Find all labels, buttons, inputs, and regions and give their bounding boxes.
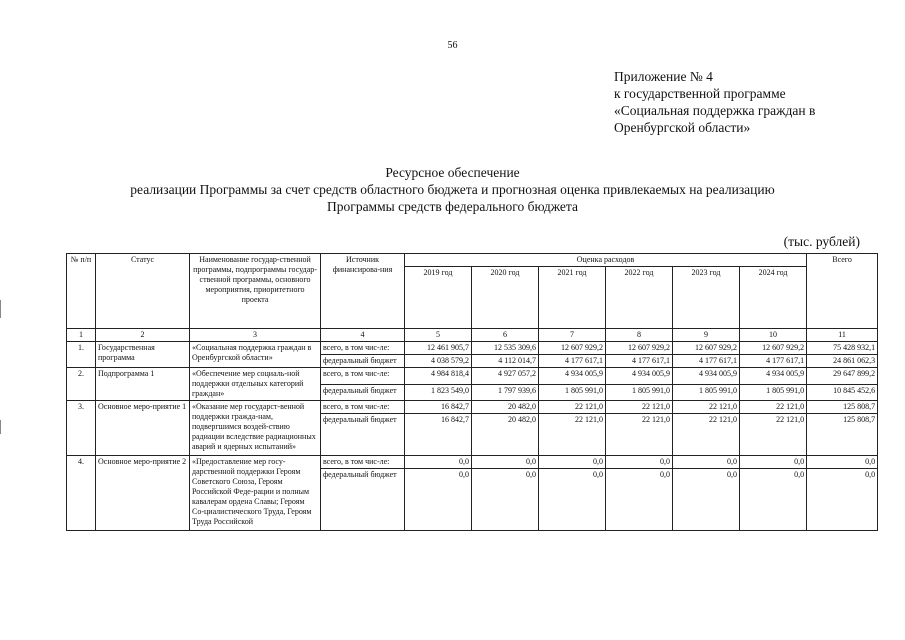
value-cell: 0,0 bbox=[673, 469, 740, 531]
appendix-line: к государственной программе bbox=[614, 86, 786, 101]
column-number: 2 bbox=[96, 329, 190, 342]
header-year: 2022 год bbox=[606, 267, 673, 329]
column-number: 7 bbox=[539, 329, 606, 342]
row-name: «Оказание мер государст-венной поддержки гражда-нам, подвергшимся воздей-ствию радиации вследствие радиационных аварий и ядерных испытаний» bbox=[190, 401, 321, 456]
row-source: всего, в том чис-ле: bbox=[321, 342, 405, 355]
value-cell: 1 805 991,0 bbox=[539, 384, 606, 401]
column-number: 8 bbox=[606, 329, 673, 342]
resource-table bbox=[66, 253, 878, 531]
value-cell: 0,0 bbox=[740, 469, 807, 531]
value-cell: 12 607 929,2 bbox=[673, 342, 740, 355]
value-cell: 12 535 309,6 bbox=[472, 342, 539, 355]
table-row bbox=[67, 368, 878, 385]
total-cell: 0,0 bbox=[807, 456, 878, 469]
column-number: 10 bbox=[740, 329, 807, 342]
value-cell: 12 461 905,7 bbox=[405, 342, 472, 355]
total-cell: 24 861 062,3 bbox=[807, 355, 878, 368]
value-cell: 4 177 617,1 bbox=[673, 355, 740, 368]
value-cell: 0,0 bbox=[472, 469, 539, 531]
table-row bbox=[67, 342, 878, 355]
value-cell: 4 038 579,2 bbox=[405, 355, 472, 368]
column-number: 9 bbox=[673, 329, 740, 342]
value-cell: 4 934 005,9 bbox=[740, 368, 807, 385]
header-year: 2020 год bbox=[472, 267, 539, 329]
appendix-line: «Социальная поддержка граждан в bbox=[614, 103, 816, 118]
value-cell: 22 121,0 bbox=[740, 414, 807, 456]
table-row bbox=[67, 456, 878, 469]
row-name: «Обеспечение мер социаль-ной поддержки отдельных категорий граждан» bbox=[190, 368, 321, 401]
column-number: 11 bbox=[807, 329, 878, 342]
value-cell: 12 607 929,2 bbox=[740, 342, 807, 355]
row-source: всего, в том чис-ле: bbox=[321, 401, 405, 414]
title-line: Программы средств федерального бюджета bbox=[327, 199, 578, 214]
total-cell: 0,0 bbox=[807, 469, 878, 531]
value-cell: 4 177 617,1 bbox=[539, 355, 606, 368]
scan-edge-mark bbox=[0, 420, 1, 434]
value-cell: 22 121,0 bbox=[606, 414, 673, 456]
appendix-block bbox=[614, 68, 815, 136]
value-cell: 22 121,0 bbox=[740, 401, 807, 414]
column-number: 1 bbox=[67, 329, 96, 342]
row-name: «Социальная поддержка граждан в Оренбургской области» bbox=[190, 342, 321, 368]
value-cell: 12 607 929,2 bbox=[539, 342, 606, 355]
header-num: № п/п bbox=[67, 254, 96, 329]
value-cell: 1 823 549,0 bbox=[405, 384, 472, 401]
units-label: (тыс. рублей) bbox=[783, 234, 860, 249]
row-num: 3. bbox=[67, 401, 96, 456]
column-number: 6 bbox=[472, 329, 539, 342]
value-cell: 22 121,0 bbox=[539, 414, 606, 456]
value-cell: 20 482,0 bbox=[472, 414, 539, 456]
value-cell: 0,0 bbox=[472, 456, 539, 469]
value-cell: 22 121,0 bbox=[606, 401, 673, 414]
value-cell: 0,0 bbox=[673, 456, 740, 469]
total-cell: 10 845 452,6 bbox=[807, 384, 878, 401]
row-status: Государственная программа bbox=[96, 342, 190, 368]
total-cell: 29 647 899,2 bbox=[807, 368, 878, 385]
value-cell: 16 842,7 bbox=[405, 401, 472, 414]
row-num: 4. bbox=[67, 456, 96, 531]
value-cell: 4 934 005,9 bbox=[606, 368, 673, 385]
value-cell: 1 805 991,0 bbox=[740, 384, 807, 401]
row-source: федеральный бюджет bbox=[321, 414, 405, 456]
value-cell: 20 482,0 bbox=[472, 401, 539, 414]
row-source: федеральный бюджет bbox=[321, 355, 405, 368]
header-source: Источник финансирова-ния bbox=[321, 254, 405, 329]
total-cell: 75 428 932,1 bbox=[807, 342, 878, 355]
column-number: 5 bbox=[405, 329, 472, 342]
value-cell: 22 121,0 bbox=[539, 401, 606, 414]
value-cell: 1 805 991,0 bbox=[673, 384, 740, 401]
row-source: федеральный бюджет bbox=[321, 469, 405, 531]
row-status: Подпрограмма 1 bbox=[96, 368, 190, 401]
column-number: 3 bbox=[190, 329, 321, 342]
value-cell: 4 112 014,7 bbox=[472, 355, 539, 368]
document-title bbox=[0, 164, 905, 215]
value-cell: 4 177 617,1 bbox=[740, 355, 807, 368]
value-cell: 4 934 005,9 bbox=[673, 368, 740, 385]
header-total: Всего bbox=[807, 254, 878, 329]
total-cell: 125 808,7 bbox=[807, 414, 878, 456]
title-line: реализации Программы за счет средств областного бюджета и прогнозная оценка привлекаемых на реализацию bbox=[130, 182, 775, 197]
value-cell: 0,0 bbox=[405, 456, 472, 469]
value-cell: 1 797 939,6 bbox=[472, 384, 539, 401]
row-num: 2. bbox=[67, 368, 96, 401]
row-source: всего, в том чис-ле: bbox=[321, 368, 405, 385]
value-cell: 4 177 617,1 bbox=[606, 355, 673, 368]
value-cell: 0,0 bbox=[606, 456, 673, 469]
value-cell: 4 934 005,9 bbox=[539, 368, 606, 385]
value-cell: 1 805 991,0 bbox=[606, 384, 673, 401]
table-row bbox=[67, 401, 878, 414]
scan-edge-mark bbox=[0, 300, 1, 318]
value-cell: 16 842,7 bbox=[405, 414, 472, 456]
value-cell: 0,0 bbox=[405, 469, 472, 531]
column-number: 4 bbox=[321, 329, 405, 342]
value-cell: 12 607 929,2 bbox=[606, 342, 673, 355]
appendix-line: Оренбургской области» bbox=[614, 120, 751, 135]
title-line: Ресурсное обеспечение bbox=[385, 165, 520, 180]
value-cell: 22 121,0 bbox=[673, 414, 740, 456]
value-cell: 4 984 818,4 bbox=[405, 368, 472, 385]
row-num: 1. bbox=[67, 342, 96, 368]
row-source: всего, в том чис-ле: bbox=[321, 456, 405, 469]
header-estimate: Оценка расходов bbox=[405, 254, 807, 267]
value-cell: 0,0 bbox=[539, 456, 606, 469]
row-name: «Предоставление мер госу-дарственной поддержки Героям Советского Союза, Героям Российской Феде-рации и полным кавалерам ордена Славы; Героям Со-циалистического Труда, Героям Труда Российской bbox=[190, 456, 321, 531]
row-status: Основное меро-приятие 1 bbox=[96, 401, 190, 456]
appendix-line: Приложение № 4 bbox=[614, 69, 713, 84]
total-cell: 125 808,7 bbox=[807, 401, 878, 414]
header-name: Наименование государ-ственной программы, подпрограммы государ-ственной программы, основного мероприятия, приоритетного проекта bbox=[190, 254, 321, 329]
row-source: федеральный бюджет bbox=[321, 384, 405, 401]
header-year: 2021 год bbox=[539, 267, 606, 329]
header-status: Статус bbox=[96, 254, 190, 329]
value-cell: 22 121,0 bbox=[673, 401, 740, 414]
value-cell: 0,0 bbox=[539, 469, 606, 531]
value-cell: 0,0 bbox=[740, 456, 807, 469]
row-status: Основное меро-приятие 2 bbox=[96, 456, 190, 531]
value-cell: 0,0 bbox=[606, 469, 673, 531]
header-year: 2019 год bbox=[405, 267, 472, 329]
page-number: 56 bbox=[447, 40, 458, 51]
header-year: 2023 год bbox=[673, 267, 740, 329]
header-year: 2024 год bbox=[740, 267, 807, 329]
value-cell: 4 927 057,2 bbox=[472, 368, 539, 385]
